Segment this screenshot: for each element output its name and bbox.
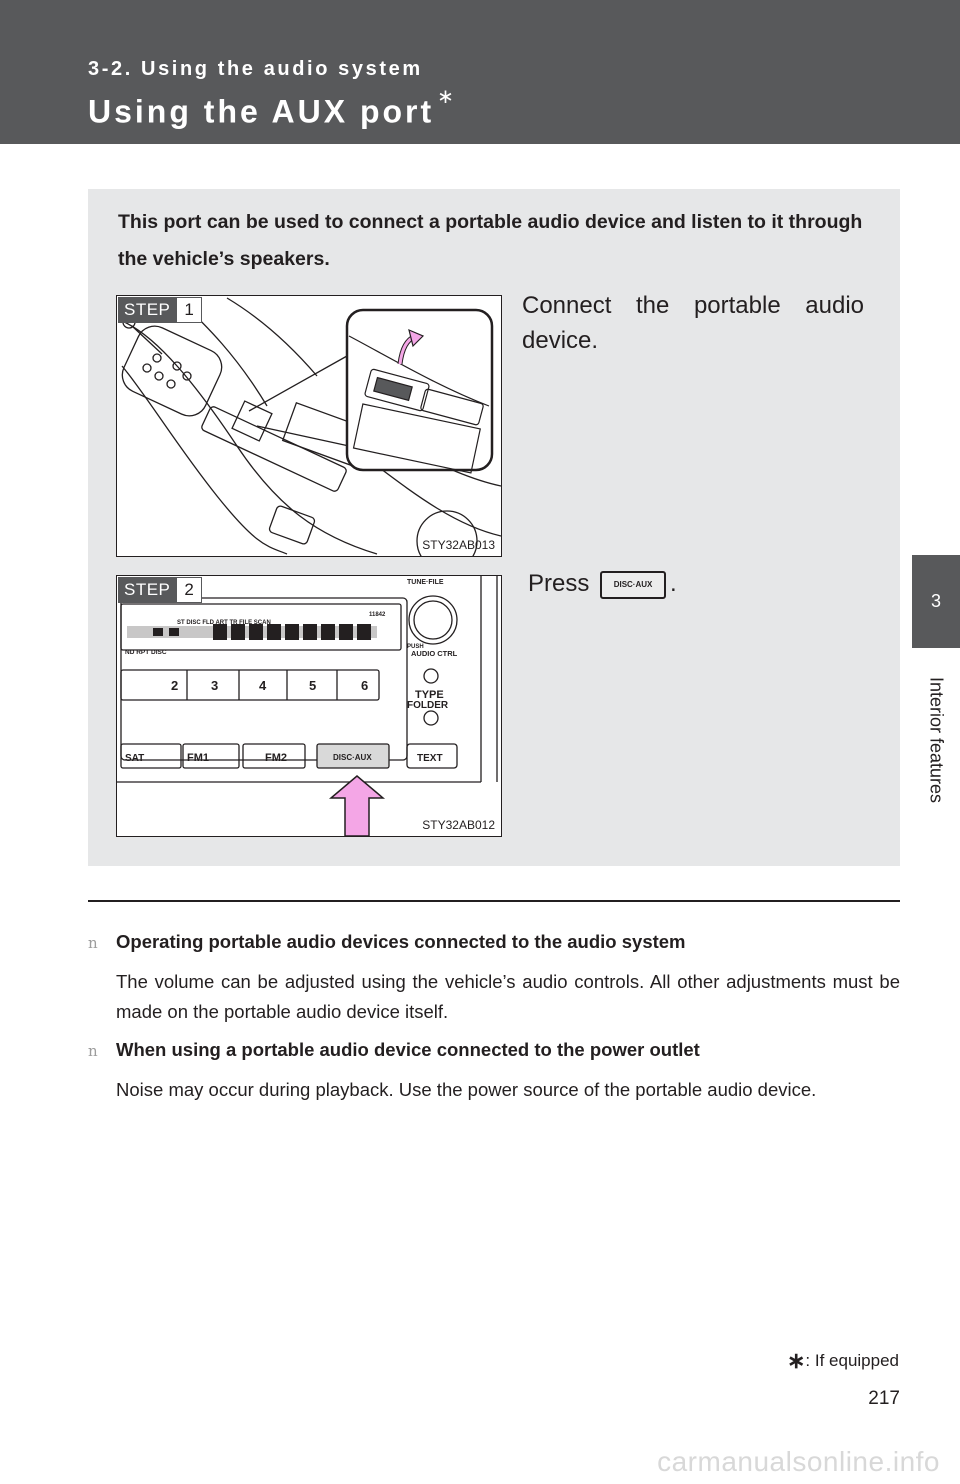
tune-file-label: TUNE·FILE	[407, 579, 444, 586]
preset-2: 2	[171, 678, 179, 693]
page-header	[0, 0, 960, 144]
section-divider	[88, 900, 900, 902]
note-heading: When using a portable audio device connected to the power outlet	[116, 1039, 700, 1060]
type-label: TYPE	[415, 689, 444, 701]
figure-code: STY32AB012	[422, 818, 495, 832]
step2-text-before: Press	[528, 570, 590, 597]
radio-row2-labels: ND RPT DISC	[125, 649, 167, 656]
audio-ctrl-label: AUDIO CTRL	[411, 649, 458, 658]
radio-code: 11842	[369, 612, 386, 618]
folder-label: FOLDER	[407, 700, 449, 711]
bullet-icon: n	[88, 1042, 98, 1060]
preset-5: 5	[309, 678, 317, 693]
step2-badge	[118, 577, 202, 603]
page-title-text: Using the AUX port	[88, 93, 435, 130]
if-equipped-mark: ∗	[437, 86, 457, 108]
push-label: PUSH	[407, 644, 424, 650]
page-number: 217	[868, 1388, 900, 1409]
section-label: 3-2. Using the audio system	[88, 58, 423, 80]
disc-aux-label: DISC·AUX	[333, 753, 372, 762]
note-power-outlet	[88, 1038, 900, 1105]
preset-4: 4	[259, 678, 267, 693]
footnote-mark: ∗	[786, 1348, 806, 1373]
page-title	[88, 86, 457, 131]
note-body: The volume can be adjusted using the vehicle’s audio controls. All other adjustments must be made on the portable audio device itself.	[116, 971, 900, 1022]
note-operating-devices	[88, 930, 900, 1027]
step1-figure	[116, 295, 502, 557]
step-word: STEP	[118, 577, 176, 603]
radio-top-labels: ST DISC FLD ART TR FILE SCAN	[177, 620, 271, 626]
chapter-tab: 3	[912, 555, 960, 648]
footnote	[787, 1348, 899, 1374]
bullet-icon: n	[88, 934, 98, 952]
note-heading: Operating portable audio devices connected to the audio system	[116, 931, 686, 952]
note-body: Noise may occur during playback. Use the power source of the portable audio device.	[116, 1079, 817, 1100]
fm2-label: FM2	[265, 752, 287, 764]
footnote-text: : If equipped	[805, 1351, 899, 1370]
step2-figure	[116, 575, 502, 837]
step-number: 2	[176, 577, 201, 603]
figure-code: STY32AB013	[422, 538, 495, 552]
preset-6: 6	[361, 678, 369, 693]
text-label: TEXT	[417, 753, 443, 764]
disc-aux-button-icon: DISC·AUX	[600, 571, 666, 599]
step1-badge	[118, 297, 202, 323]
sat-label: SAT	[125, 753, 145, 764]
step-number: 1	[176, 297, 201, 323]
fm1-label: FM1	[187, 752, 209, 764]
watermark: carmanualsonline.info	[657, 1446, 940, 1477]
step1-text: Connect the portable audio device.	[522, 292, 864, 354]
chapter-label: Interior features	[926, 676, 947, 804]
step2-text-after: .	[670, 570, 677, 597]
preset-3: 3	[211, 678, 219, 693]
step-word: STEP	[118, 297, 176, 323]
step2-instruction	[528, 566, 868, 601]
step1-instruction	[522, 288, 864, 358]
console-illustration	[117, 296, 501, 556]
intro-text: This port can be used to connect a portable audio device and listen to it through the vehicle’s speakers.	[118, 211, 863, 270]
radio-illustration	[117, 576, 501, 836]
